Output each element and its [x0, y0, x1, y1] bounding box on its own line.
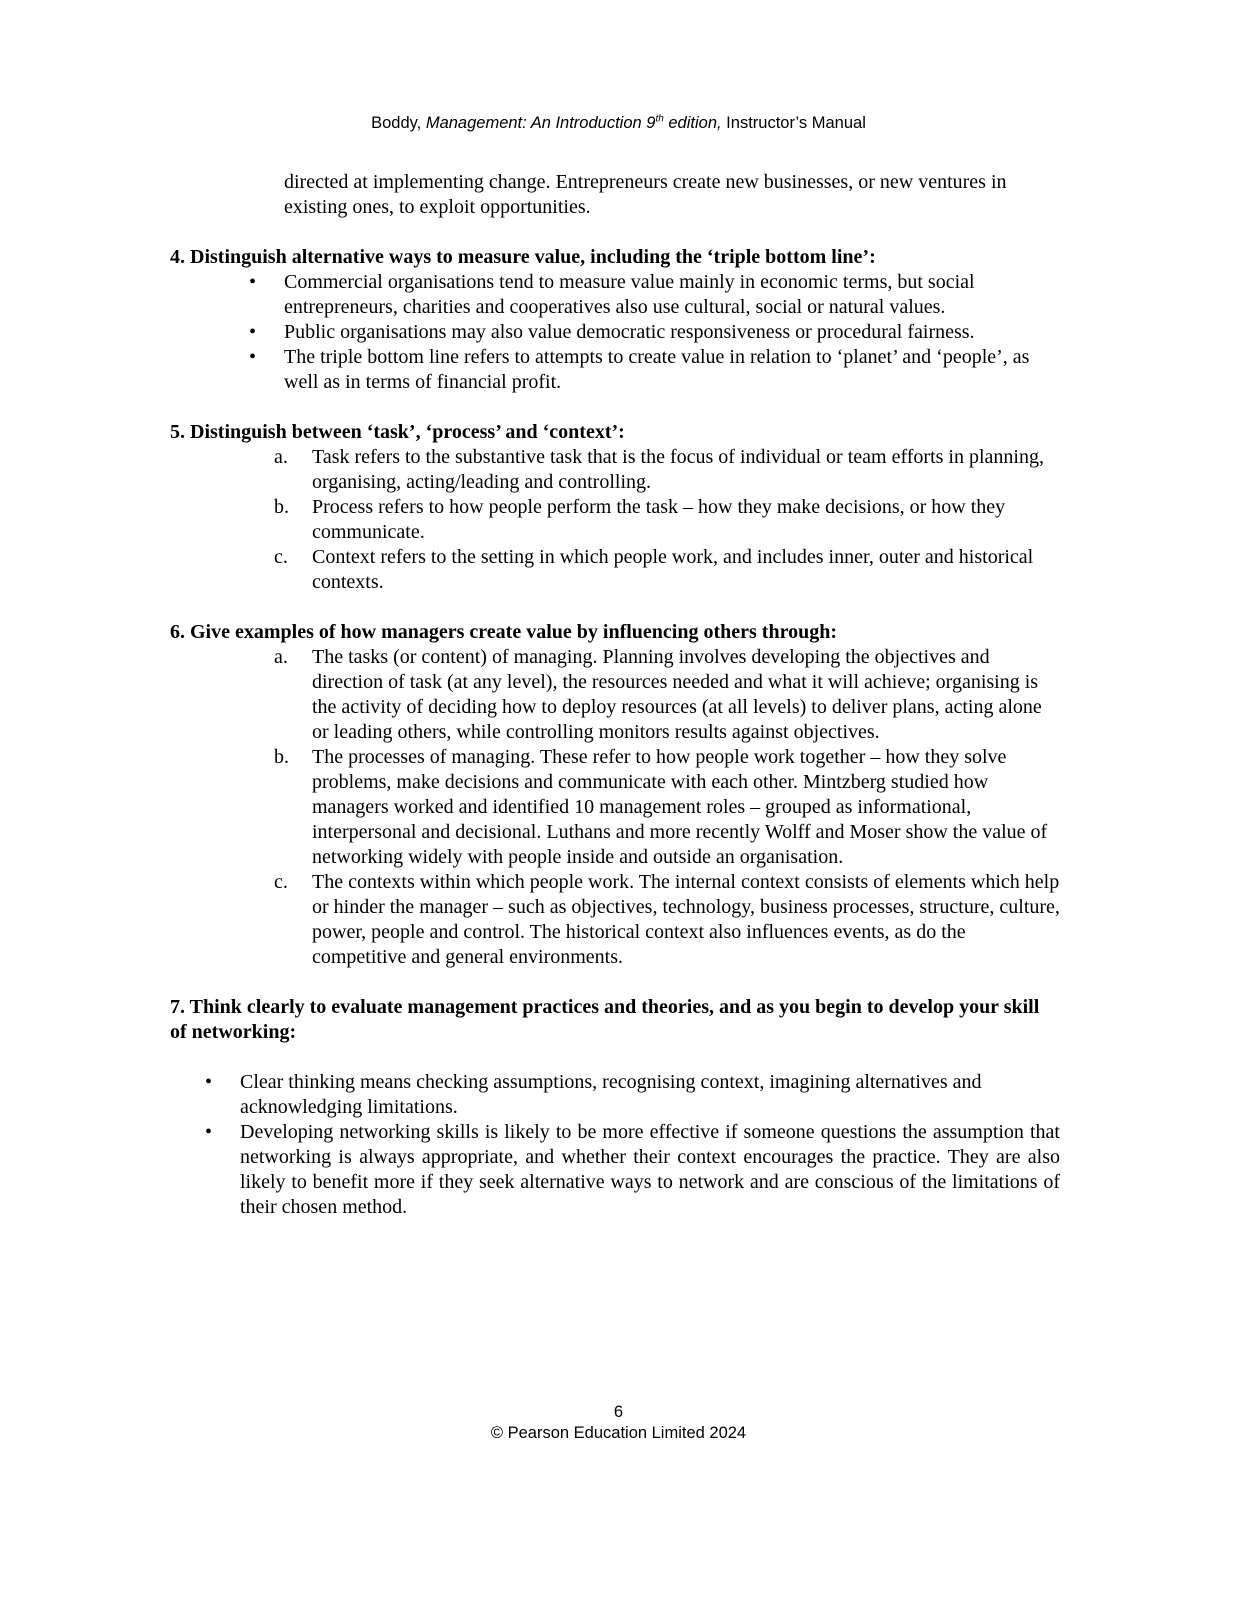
intro-continuation: directed at implementing change. Entrepreneurs create new businesses, or new ventures in existing ones, to exploit opportunities.: [284, 171, 1007, 218]
list-item: • Commercial organisations tend to measure value mainly in economic terms, but social entrepreneurs, charities and cooperatives also use cultural, social or natural values.: [249, 271, 975, 318]
page-footer: [0, 1402, 1237, 1444]
header-book-title: Management: An Introduction 9th edition,: [425, 113, 722, 132]
section-6-list: [170, 645, 1060, 970]
bullet-icon: •: [205, 1121, 213, 1143]
bullet-icon: •: [249, 346, 257, 368]
page-number: 6: [613, 1403, 624, 1421]
list-item: c. The contexts within which people work. The internal context consists of elements which help or hinder the manager – such as objectives, technology, business processes, structure, culture, power, people and control. The historical context also influences events, as do the competitive and general environments.: [274, 871, 1060, 968]
list-item: c. Context refers to the setting in which people work, and includes inner, outer and historical contexts.: [274, 546, 1034, 593]
section-5-list: [170, 445, 1060, 595]
list-item: • The triple bottom line refers to attempts to create value in relation to ‘planet’ and ‘people’, as well as in terms of financial profit.: [249, 346, 1030, 393]
list-item: a. The tasks (or content) of managing. Planning involves developing the objectives and direction of task (at any level), the resources needed and what it will achieve; organising is the activity of deciding how to deploy resources (at all levels) to deliver plans, acting alone or leading others, while controlling monitors results against objectives.: [274, 646, 1042, 743]
section-5-heading: 5. Distinguish between ‘task’, ‘process’ and ‘context’:: [170, 421, 625, 443]
section-6-heading: 6. Give examples of how managers create value by influencing others through:: [170, 621, 838, 643]
header-edition-sup: th: [655, 113, 664, 125]
list-marker: c.: [274, 871, 288, 893]
list-item: • Public organisations may also value democratic responsiveness or procedural fairness.: [249, 321, 975, 343]
list-marker: b.: [274, 746, 289, 768]
running-header: [0, 112, 1237, 134]
bullet-icon: •: [249, 321, 257, 343]
list-marker: a.: [274, 646, 288, 668]
bullet-icon: •: [205, 1071, 213, 1093]
list-marker: b.: [274, 496, 289, 518]
list-item: a. Task refers to the substantive task that is the focus of individual or team efforts in planning, organising, acting/leading and controlling.: [274, 446, 1044, 493]
page-body: [170, 170, 1060, 1220]
section-7-list: [170, 1070, 1060, 1220]
section-7-heading: 7. Think clearly to evaluate management practices and theories, and as you begin to develop your skill of networking:: [170, 996, 1040, 1043]
list-marker: c.: [274, 546, 288, 568]
bullet-icon: •: [249, 271, 257, 293]
list-item: • Developing networking skills is likely to be more effective if someone questions the assumption that networking is always appropriate, and whether their context encourages the practice. They are also likely to benefit more if they seek alternative ways to network and are conscious of the limitations of their chosen method.: [205, 1121, 1060, 1218]
section-4-heading: 4. Distinguish alternative ways to measure value, including the ‘triple bottom line’:: [170, 246, 876, 268]
list-item: b. Process refers to how people perform the task – how they make decisions, or how they communicate.: [274, 496, 1006, 543]
header-suffix: Instructor’s Manual: [721, 114, 866, 132]
list-marker: a.: [274, 446, 288, 468]
copyright-notice: © Pearson Education Limited 2024: [490, 1424, 747, 1442]
list-item: • Clear thinking means checking assumptions, recognising context, imagining alternatives and acknowledging limitations.: [205, 1071, 982, 1118]
list-item: b. The processes of managing. These refer to how people work together – how they solve problems, make decisions and communicate with each other. Mintzberg studied how managers worked and identified 10 management roles – grouped as informational, interpersonal and decisional. Luthans and more recently Wolff and Moser show the value of networking widely with people inside and outside an organisation.: [274, 746, 1048, 868]
header-author: Boddy,: [371, 114, 426, 132]
section-4-list: [170, 270, 1060, 395]
